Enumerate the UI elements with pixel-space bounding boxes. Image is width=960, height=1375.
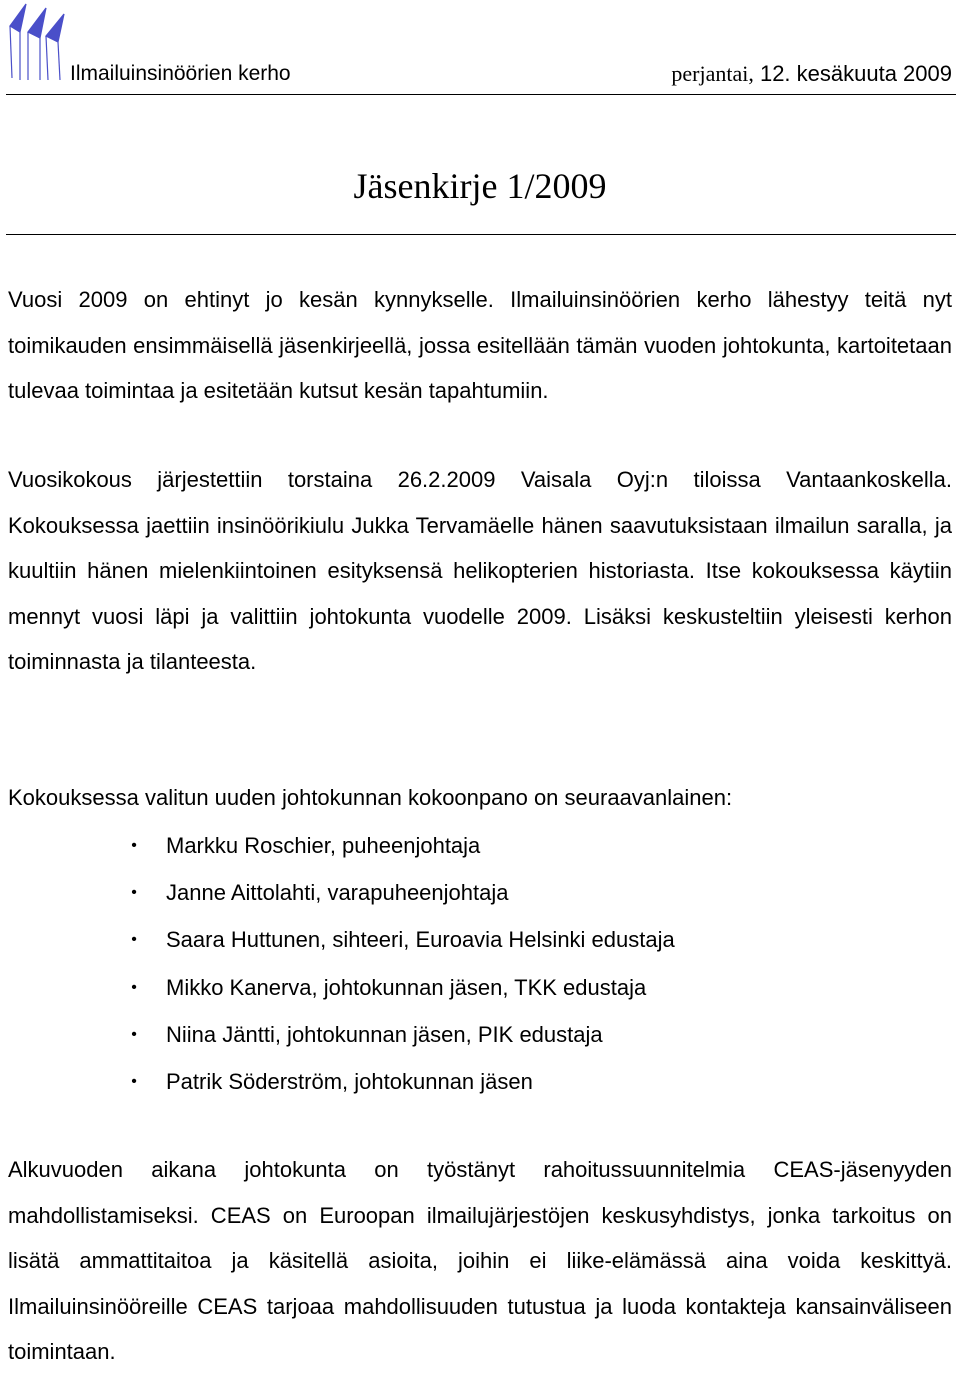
- date-weekday: perjantai,: [671, 61, 754, 86]
- board-member-text: Mikko Kanerva, johtokunnan jäsen, TKK edustaja: [166, 974, 647, 1000]
- board-member-list: [0, 822, 960, 1105]
- board-member-text: Janne Aittolahti, varapuheenjohtaja: [166, 880, 509, 906]
- ceas-paragraph: Alkuvuoden aikana johtokunta on työstänyt rahoitussuunnitelmia CEAS-jäsenyyden mahdollistamiseksi. CEAS on Euroopan ilmailujärjestöjen keskusyhdistys, jonka tarkoitus on lisätä ammattitaitoa ja käsitellä asioita, joihin ei liike-elämässä aina voida keskittyä. Ilmailuinsinööreille CEAS tarjoaa mahdollisuuden tutustua ja luoda kontakteja kansainväliseen toimintaan.: [8, 1157, 952, 1364]
- list-item: [0, 916, 960, 963]
- date-day-month-year: 12. kesäkuuta 2009: [759, 61, 952, 86]
- bullet-icon: •: [131, 1072, 137, 1090]
- title-divider: [6, 234, 956, 235]
- header-divider: [6, 94, 956, 95]
- bullet-icon: •: [131, 931, 137, 949]
- list-item: [0, 1058, 960, 1105]
- bullet-icon: •: [131, 978, 137, 996]
- bullet-icon: •: [131, 884, 137, 902]
- list-item: [0, 822, 960, 869]
- annual-meeting-paragraph: Vuosikokous järjestettiin torstaina 26.2.2009 Vaisala Oyj:n tiloissa Vantaankoskella. Kokouksessa jaettiin insinöörikiulu Jukka Tervamäelle hänen saavutuksistaan ilmailun saralla, ja kuultiin hänen mielenkiintoinen esityksensä helikopterien historiasta. Itse kokouksessa käytiin mennyt vuosi läpi ja valittiin johtokunta vuodelle 2009. Lisäksi keskusteltiin yleisesti kerhon toiminnasta ja tilanteesta.: [8, 467, 952, 674]
- list-item: [0, 964, 960, 1011]
- list-item: [0, 869, 960, 916]
- intro-paragraph: Vuosi 2009 on ehtinyt jo kesän kynnykselle. Ilmailuinsinöörien kerho lähestyy teitä nyt toimikauden ensimmäisellä jäsenkirjeellä, jossa esitellään tämän vuoden johtokunta, kartoitetaan tulevaa toimintaa ja esitetään kutsut kesän tapahtumiin.: [8, 287, 952, 403]
- organization-name: Ilmailuinsinöörien kerho: [70, 62, 291, 85]
- bullet-icon: •: [131, 1025, 137, 1043]
- board-member-text: Markku Roschier, puheenjohtaja: [166, 833, 481, 858]
- document-title: Jäsenkirje 1/2009: [353, 166, 607, 206]
- letter-date: [671, 61, 952, 87]
- list-item: [0, 1011, 960, 1058]
- triple-wing-logo-icon: [6, 2, 68, 82]
- bullet-icon: •: [131, 837, 137, 854]
- board-member-text: Saara Huttunen, sihteeri, Euroavia Helsinki edustaja: [166, 927, 675, 953]
- board-member-text: Patrik Söderström, johtokunnan jäsen: [166, 1068, 533, 1094]
- board-member-text: Niina Jäntti, johtokunnan jäsen, PIK edustaja: [166, 1021, 603, 1047]
- board-intro-paragraph: Kokouksessa valitun uuden johtokunnan kokoonpano on seuraavanlainen:: [8, 785, 733, 810]
